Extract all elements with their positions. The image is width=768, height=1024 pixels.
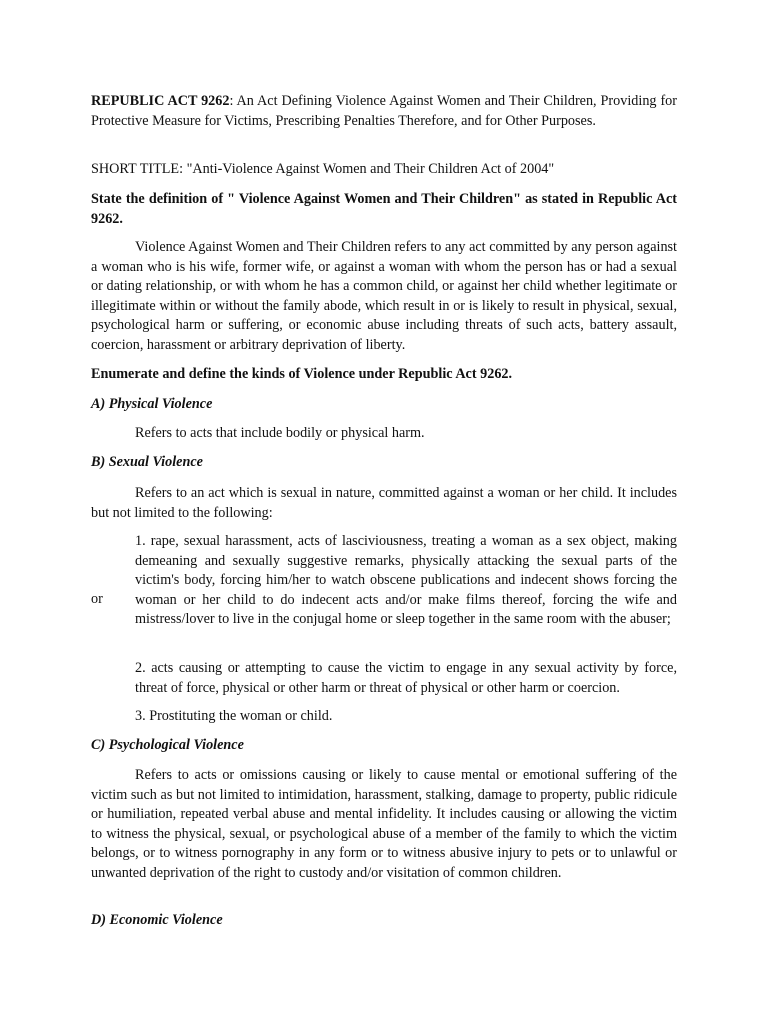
definition-answer: Violence Against Women and Their Children refers to any act committed by any person against a woman who is his wife, former wife, or against a woman with whom the person has or had a sexual or dating relationship, or with whom he has a common child, or against her child whether legitimate or illegitimate within or without the family abode, which result in or is likely to result in physical, sexual, psychological harm or suffering, or economic abuse including threats of such acts, battery assault, coercion, harassment or arbitrary deprivation of liberty. xyxy=(91,239,677,353)
psychological-violence-text: Refers to acts or omissions causing or likely to cause mental or emotional suffering of the victim such as but not limited to intimidation, harassment, stalking, damage to property, public ridicule or humiliation, repeated verbal abuse and mental infidelity. It includes causing or allowing the victim to witness the physical, sexual, or psychological abuse of a member of the family to which the victim belongs, or to witness pornography in any form or to witness abusive injury to pets or to unlawful or unwanted deprivation of the right to custody and/or visitation of common children. xyxy=(91,767,677,881)
heading-psychological-violence: C) Psychological Violence xyxy=(91,737,244,753)
question-kinds: Enumerate and define the kinds of Violence under Republic Act 9262. xyxy=(91,366,513,382)
heading-sexual-violence: B) Sexual Violence xyxy=(91,454,203,470)
heading-economic-violence: D) Economic Violence xyxy=(91,912,223,928)
act-label: REPUBLIC ACT 9262 xyxy=(91,93,230,109)
sexual-violence-item-3: 3. Prostituting the woman or child. xyxy=(135,708,333,724)
physical-violence-text: Refers to acts that include bodily or physical harm. xyxy=(135,425,425,441)
act-title-paragraph xyxy=(91,92,677,131)
sexual-violence-intro: Refers to an act which is sexual in nature, committed against a woman or her child. It includes but not limited to the following: xyxy=(91,485,677,521)
sexual-violence-item-1: 1. rape, sexual harassment, acts of lasciviousness, treating a woman as a sex object, making demeaning and sexually suggestive remarks, physically attacking the sexual parts of the victim's body, forcing him/her to watch obscene publications and indecent shows forcing the woman or her child to do indecent acts and/or make films thereof, forcing the wife and mistress/lover to live in the conjugal home or sleep together in the same room with the abuser; xyxy=(135,533,677,627)
stray-word: or xyxy=(91,591,103,607)
act-description: : An Act Defining Violence Against Women and Their Children, Providing for Protective Measure for Victims, Prescribing Penalties Therefore, and for Other Purposes. xyxy=(91,93,677,129)
heading-physical-violence: A) Physical Violence xyxy=(91,396,213,412)
question-definition: State the definition of " Violence Against Women and Their Children" as stated in Republic Act 9262. xyxy=(91,191,677,227)
sexual-violence-item-2: 2. acts causing or attempting to cause the victim to engage in any sexual activity by force, threat of force, physical or other harm or threat of physical or other harm or coercion. xyxy=(135,660,677,696)
short-title: SHORT TITLE: "Anti-Violence Against Women and Their Children Act of 2004" xyxy=(91,161,555,177)
